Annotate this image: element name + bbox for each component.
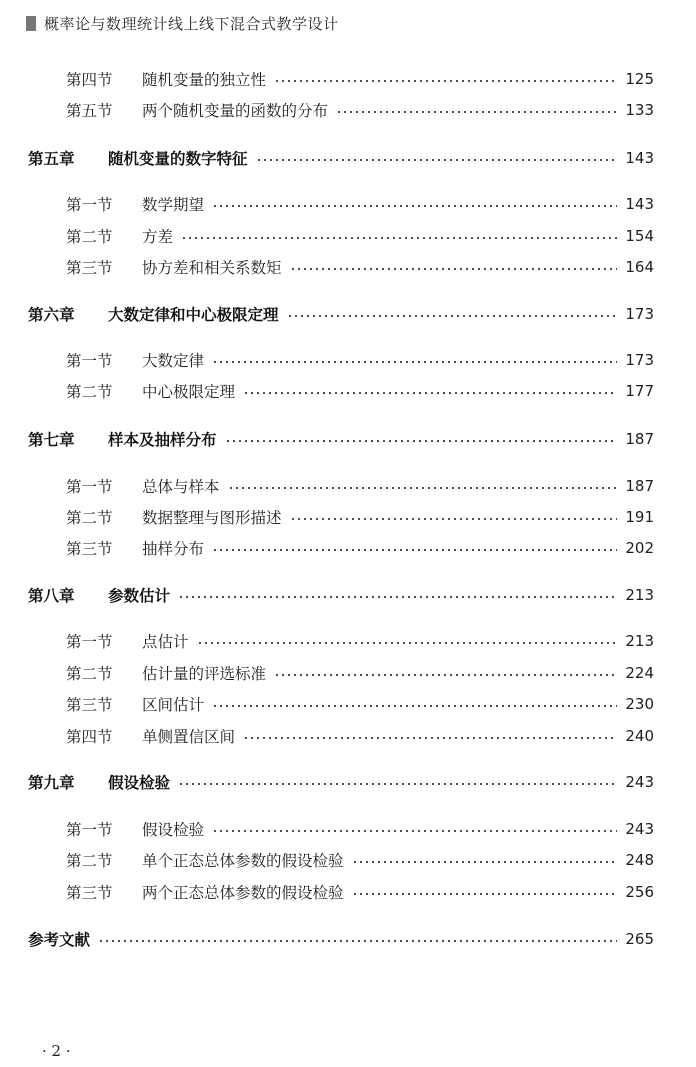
page-ref: 177 [625,382,654,400]
section-title: 区间估计 [142,696,205,714]
section-title: 数据整理与图形描述 [142,509,282,527]
dot-leader [212,549,617,551]
toc-section-entry[interactable] [66,629,654,653]
page-ref: 213 [625,586,654,604]
section-title: 随机变量的独立性 [142,71,267,89]
chapter-number: 第九章 [28,774,75,792]
toc-references-entry[interactable] [28,927,654,951]
section-number: 第三节 [66,884,113,902]
toc-section-entry[interactable] [66,255,654,279]
toc-section-entry[interactable] [66,348,654,372]
chapter-number: 第七章 [28,431,75,449]
toc-section-entry[interactable] [66,224,654,248]
section-title: 估计量的评选标准 [142,665,267,683]
page-ref: 173 [625,305,654,323]
section-title: 两个随机变量的函数的分布 [142,102,329,120]
page-ref: 154 [625,227,654,245]
section-number: 第五节 [66,102,113,120]
page-ref: 125 [625,70,654,88]
section-title: 点估计 [142,633,189,651]
toc-section-entry[interactable] [66,379,654,403]
dot-leader [352,893,618,895]
page-ref: 191 [625,508,654,526]
section-title: 中心极限定理 [142,383,236,401]
references-title: 参考文献 [28,931,91,949]
toc-section-entry[interactable] [66,67,654,91]
toc-chapter-entry[interactable] [28,770,654,794]
section-number: 第一节 [66,352,113,370]
dot-leader [290,268,618,270]
section-number: 第一节 [66,633,113,651]
dot-leader [197,642,618,644]
page-ref: 240 [625,727,654,745]
dot-leader [287,315,618,317]
toc-section-entry[interactable] [66,474,654,498]
page-ref: 143 [625,149,654,167]
page-ref: 224 [625,664,654,682]
dot-leader [212,205,617,207]
page-ref: 213 [625,632,654,650]
chapter-title: 大数定律和中心极限定理 [108,306,279,324]
toc-chapter-entry[interactable] [28,427,654,451]
dot-leader [212,830,617,832]
book-title: 概率论与数理统计线上线下混合式教学设计 [44,14,339,33]
toc-section-entry[interactable] [66,880,654,904]
section-title: 抽样分布 [142,540,205,558]
dot-leader [256,159,618,161]
dot-leader [336,111,617,113]
dot-leader [98,940,617,942]
chapter-title: 随机变量的数字特征 [108,150,248,168]
page-ref: 243 [625,820,654,838]
section-number: 第一节 [66,821,113,839]
chapter-number: 第五章 [28,150,75,168]
dot-leader [274,674,617,676]
page-ref: 143 [625,195,654,213]
dot-leader [181,237,617,239]
chapter-number: 第六章 [28,306,75,324]
dot-leader [212,705,617,707]
section-number: 第四节 [66,728,113,746]
toc-section-entry[interactable] [66,536,654,560]
section-title: 假设检验 [142,821,205,839]
dot-leader [212,361,617,363]
dot-leader [243,737,617,739]
page-ref: 243 [625,773,654,791]
page-ref: 202 [625,539,654,557]
toc-chapter-entry[interactable] [28,146,654,170]
section-title: 数学期望 [142,196,205,214]
page-ref: 248 [625,851,654,869]
page-ref: 133 [625,101,654,119]
chapter-title: 样本及抽样分布 [108,431,217,449]
toc-section-entry[interactable] [66,98,654,122]
page-number: · 2 · [42,1042,71,1060]
page-ref: 187 [625,477,654,495]
section-title: 协方差和相关系数矩 [142,259,282,277]
toc-section-entry[interactable] [66,661,654,685]
dot-leader [274,80,617,82]
section-number: 第二节 [66,509,113,527]
dot-leader [290,518,618,520]
toc-section-entry[interactable] [66,192,654,216]
section-number: 第三节 [66,259,113,277]
section-title: 两个正态总体参数的假设检验 [142,884,344,902]
toc-section-entry[interactable] [66,817,654,841]
section-number: 第二节 [66,852,113,870]
toc-section-entry[interactable] [66,692,654,716]
dot-leader [352,861,618,863]
chapter-number: 第八章 [28,587,75,605]
toc-section-entry[interactable] [66,848,654,872]
toc-chapter-entry[interactable] [28,583,654,607]
section-number: 第一节 [66,196,113,214]
dot-leader [228,487,618,489]
section-number: 第一节 [66,478,113,496]
page-ref: 173 [625,351,654,369]
section-title: 总体与样本 [142,478,220,496]
dot-leader [243,392,617,394]
page-ref: 187 [625,430,654,448]
section-number: 第四节 [66,71,113,89]
section-number: 第三节 [66,540,113,558]
page-ref: 230 [625,695,654,713]
page-ref: 256 [625,883,654,901]
dot-leader [225,440,618,442]
toc-section-entry[interactable] [66,724,654,748]
dot-leader [178,783,617,785]
page-ref: 164 [625,258,654,276]
section-number: 第二节 [66,228,113,246]
toc-section-entry[interactable] [66,505,654,529]
section-number: 第二节 [66,665,113,683]
toc-chapter-entry[interactable] [28,302,654,326]
chapter-title: 参数估计 [108,587,171,605]
chapter-title: 假设检验 [108,774,171,792]
dot-leader [178,596,617,598]
section-number: 第二节 [66,383,113,401]
section-title: 大数定律 [142,352,205,370]
section-title: 单个正态总体参数的假设检验 [142,852,344,870]
section-title: 方差 [142,228,174,246]
section-title: 单侧置信区间 [142,728,236,746]
section-number: 第三节 [66,696,113,714]
page-ref: 265 [625,930,654,948]
